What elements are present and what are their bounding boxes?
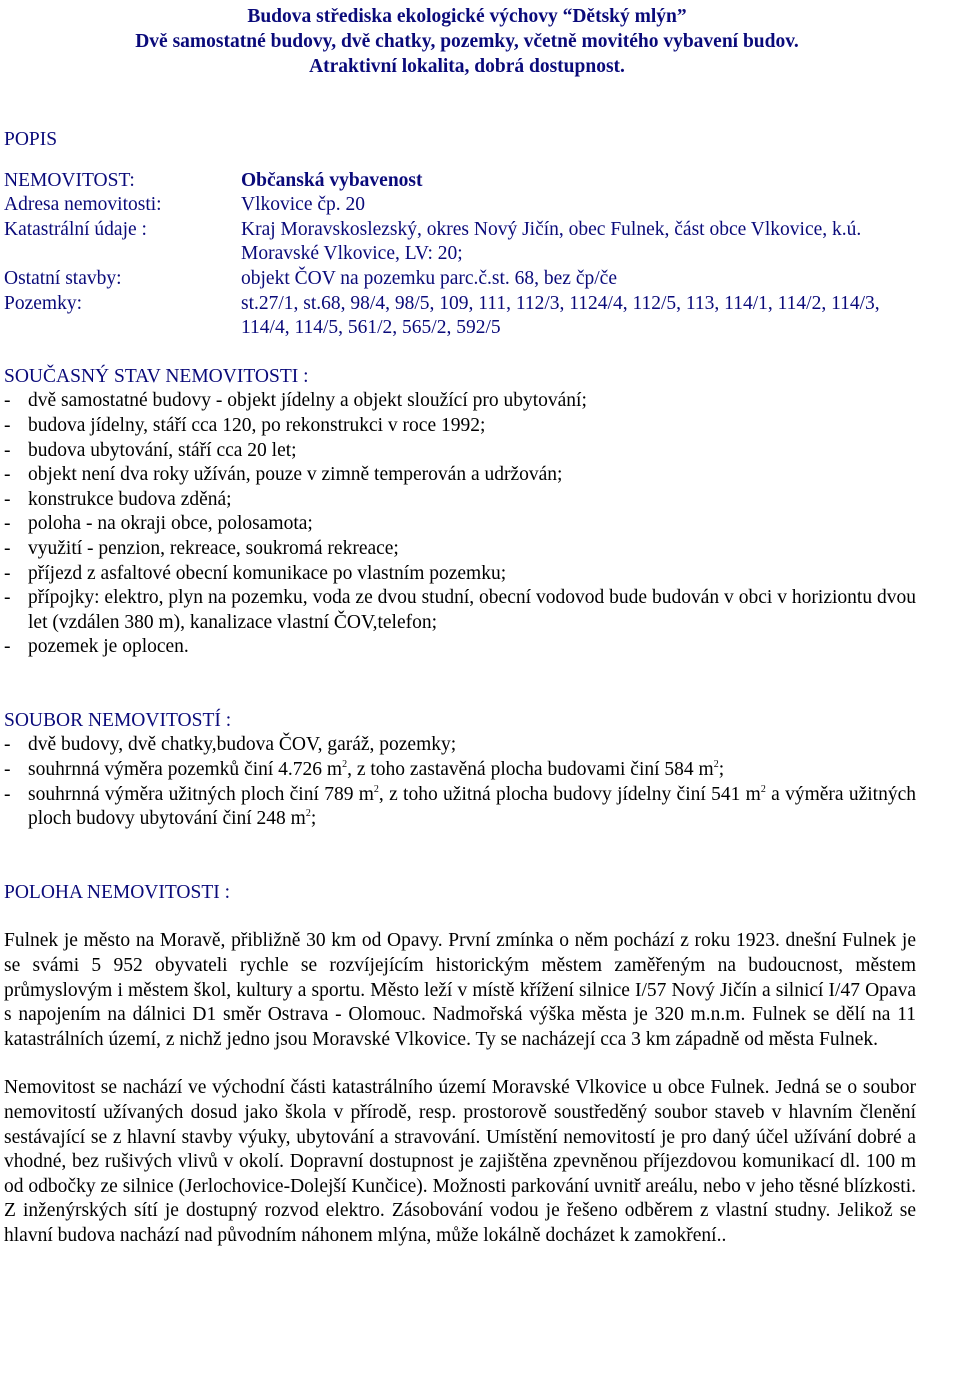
- list-item: - pozemek je oplocen.: [4, 636, 189, 658]
- current-state-heading: SOUČASNÝ STAV NEMOVITOSTI :: [4, 365, 309, 387]
- list-item: - poloha - na okraji obce, polosamota;: [4, 513, 313, 535]
- address-value: Vlkovice čp. 20: [241, 194, 366, 216]
- list-item: - příjezd z asfaltové obecní komunikace po vlastním pozemku;: [4, 562, 507, 584]
- document-page: [4, 4, 916, 1249]
- list-item: - souhrnná výměra užitných ploch činí 789 $m^2$, z toho užitná plocha budovy jídelny činí 541 $m^2$ a výměra užitných ploch budovy ubytování činí 248 $m^2$;: [4, 783, 916, 830]
- list-item: - konstrukce budova zděná;: [4, 488, 232, 510]
- nemovitost-label: NEMOVITOST:: [4, 169, 135, 191]
- other-buildings-value: objekt ČOV na pozemku parc.č.st. 68, bez čp/če: [241, 267, 617, 289]
- other-buildings-row: [4, 267, 916, 292]
- list-item: - přípojky: elektro, plyn na pozemku, voda ze dvou studní, obecní vodovod bude budován v obci v horiziontu dvou let (vzdálen 380 m), kanalizace vlastní ČOV,telefon;: [4, 587, 916, 633]
- popis-heading: POPIS: [4, 129, 58, 150]
- document-header: [18, 4, 916, 79]
- list-item: - objekt není dva roky užíván, pouze v zimně temperován a udržován;: [4, 464, 563, 486]
- current-state-list: [4, 389, 916, 660]
- list-item: - budova jídelny, stáří cca 120, po rekonstrukci v roce 1992;: [4, 414, 486, 436]
- cadastral-label: Katastrální údaje :: [4, 218, 147, 240]
- nemovitost-row: [4, 169, 916, 194]
- location-heading: POLOHA NEMOVITOSTI :: [4, 881, 231, 903]
- header-line-1: Budova střediska ekologické výchovy “Dětský mlýn”: [247, 6, 687, 27]
- list-item: - dvě budovy, dvě chatky,budova ČOV, garáž, pozemky;: [4, 734, 457, 756]
- cadastral-row: [4, 218, 916, 267]
- cadastral-value: Kraj Moravskoslezský, okres Nový Jičín, obec Fulnek, část obce Vlkovice, k.ú. Moravské Vlkovice, LV: 20;: [241, 218, 862, 265]
- address-row: [4, 193, 916, 218]
- location-paragraph-1: Fulnek je město na Moravě, přibližně 30 km od Opavy. První zmínka o něm pochází z roku 1923. dnešní Fulnek je se svámi 5 952 obyvateli rychle se rozvíjejícím historickým městem zaměřeným na budoucnost, městem průmyslovým i městem škol, kultury a sportu. Město leží v místě křížení silnice I/57 Nový Jičín a silnicí I/47 Opava s napojením na dálnici D1 směr Ostrava - Olomouc. Nadmořská výška města je 320 m.n.m. Fulnek se dělí na 11 katastrálních území, z nichž jedno jsou Moravské Vlkovice. Ty se nacházejí cca 3 km západně od města Fulnek.: [4, 930, 916, 1050]
- header-line-2: Dvě samostatné budovy, dvě chatky, pozemky, včetně movitého vybavení budov.: [135, 31, 799, 52]
- property-set-list: [4, 733, 916, 831]
- header-line-3: Atraktivní lokalita, dobrá dostupnost.: [309, 56, 625, 77]
- property-set-heading: SOUBOR NEMOVITOSTÍ :: [4, 709, 232, 731]
- list-item: - dvě samostatné budovy - objekt jídelny a objekt sloužící pro ubytování;: [4, 390, 587, 412]
- list-item: - budova ubytování, stáří cca 20 let;: [4, 439, 297, 461]
- other-buildings-label: Ostatní stavby:: [4, 267, 122, 289]
- plots-label: Pozemky:: [4, 292, 82, 314]
- plots-row: [4, 292, 916, 341]
- nemovitost-value: Občanská vybavenost: [241, 169, 423, 191]
- list-item: - využití - penzion, rekreace, soukromá rekreace;: [4, 537, 399, 559]
- list-item: - souhrnná výměra pozemků činí 4.726 $m^2$, z toho zastavěná plocha budovami činí 584 $m^2$;: [4, 759, 725, 781]
- location-paragraph-2: Nemovitost se nachází ve východní části katastrálního území Moravské Vlkovice u obce Fulnek. Jedná se o soubor nemovitostí užívaných dosud jako škola v přírodě, resp. prostorově soustředěný soubor staveb v hlavním členění sestávající se z hlavní stavby výuky, ubytování a stravování. Umístění nemovitostí je pro daný účel užívání dobré a vhodné, bez rušivých vlivů v okolí. Dopravní dostupnost je zajištěna zpevněnou příjezdovou komunikací dl. 100 m od odbočky ze silnice (Jerlochovice-Dolejší Kunčice). Možnosti parkování uvnitř areálu, nebo v jeho těsné blízkosti. Z inženýrských sítí je dostupný rozvod elektro. Zásobování vodou je řešeno odběrem z vlastní studny. Jelikož se hlavní budova nachází nad původním náhonem mlýna, může lokálně docházet k zamokření..: [4, 1077, 916, 1246]
- address-label: Adresa nemovitosti:: [4, 194, 162, 216]
- plots-value: st.27/1, st.68, 98/4, 98/5, 109, 111, 112/3, 1124/4, 112/5, 113, 114/1, 114/2, 114/3, 114/4, 114/5, 561/2, 565/2, 592/5: [241, 292, 880, 339]
